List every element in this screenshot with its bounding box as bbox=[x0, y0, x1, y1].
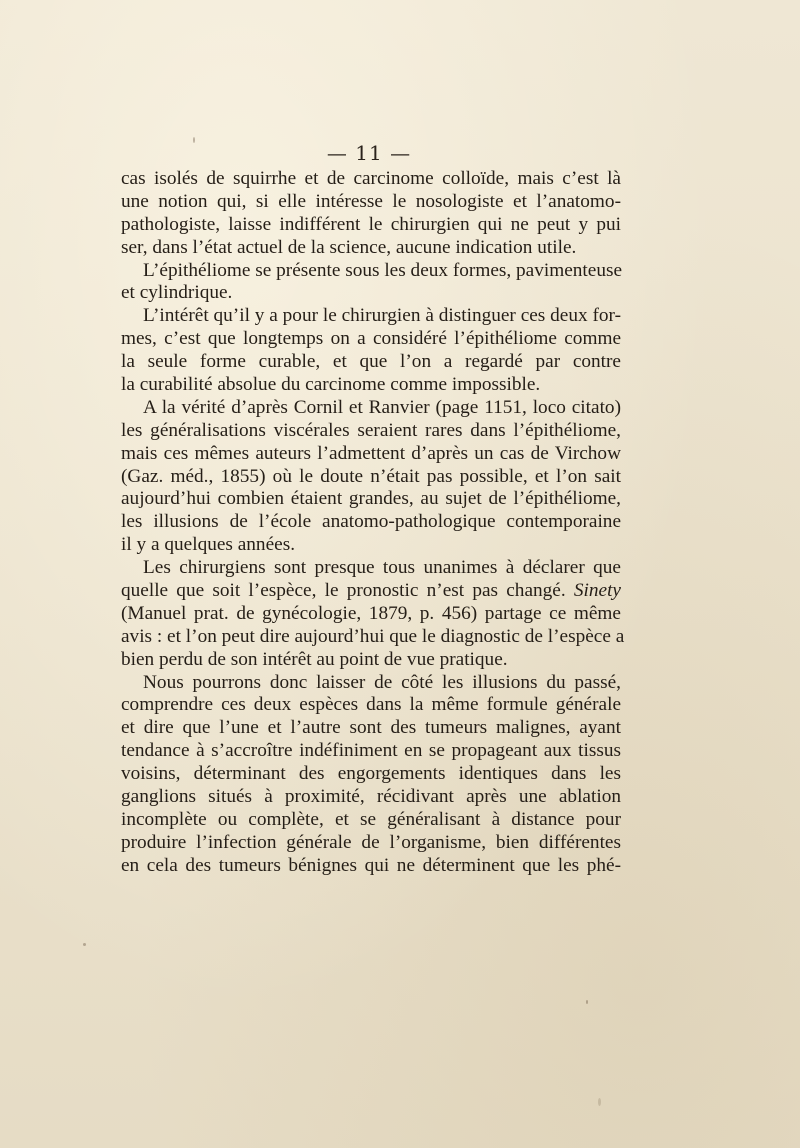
paper-speck bbox=[193, 137, 195, 143]
text-line: (Gaz. méd., 1855) où le doute n’était pas possible, et l’on sait bbox=[121, 465, 621, 487]
text-line: une notion qui, si elle intéresse le nosologiste et l’anatomo- bbox=[121, 190, 621, 212]
text-line: voisins, déterminant des engorgements identiques dans les bbox=[121, 763, 621, 785]
paragraph-start: L’épithéliome se présente sous les deux formes, pavimenteuse bbox=[143, 259, 623, 281]
text-line: mais ces mêmes auteurs l’admettent d’après un cas de Virchow bbox=[121, 442, 621, 464]
text-line-part: quelle que soit l’espèce, le pronostic n’est pas changé. bbox=[121, 580, 566, 602]
paper-speck bbox=[586, 1000, 588, 1004]
text-line: bien perdu de son intérêt au point de vue pratique. bbox=[121, 648, 508, 670]
body-text bbox=[121, 168, 625, 878]
paper-speck bbox=[83, 943, 86, 946]
text-line: ganglions situés à proximité, récidivant après une ablation bbox=[121, 786, 621, 808]
text-line: la seule forme curable, et que l’on a regardé par contre bbox=[121, 351, 621, 373]
author-name: Sinety bbox=[573, 580, 621, 602]
text-line: tendance à s’accroître indéfiniment en se propageant aux tissus bbox=[121, 740, 621, 762]
text-line: mes, c’est que longtemps on a considéré l’épithéliome comme bbox=[121, 328, 621, 350]
text-line: les illusions de l’école anatomo-pathologique contemporaine bbox=[121, 511, 621, 533]
paragraph-start: Les chirurgiens sont presque tous unanimes à déclarer que bbox=[143, 557, 621, 579]
text-line: ser, dans l’état actuel de la science, aucune indication utile. bbox=[121, 236, 577, 258]
text-line: avis : et l’on peut dire aujourd’hui que le diagnostic de l’espèce a bbox=[121, 625, 625, 647]
text-line: il y a quelques années. bbox=[121, 534, 296, 556]
text-line: la curabilité absolue du carcinome comme impossible. bbox=[121, 374, 541, 396]
text-line: aujourd’hui combien étaient grandes, au sujet de l’épithéliome, bbox=[121, 488, 621, 510]
text-line: (Manuel prat. de gynécologie, 1879, p. 456) partage ce même bbox=[121, 602, 621, 624]
paragraph-start: Nous pourrons donc laisser de côté les illusions du passé, bbox=[143, 671, 621, 693]
text-line: comprendre ces deux espèces dans la même formule générale bbox=[121, 694, 621, 716]
text-line: produire l’infection générale de l’organisme, bien différentes bbox=[121, 831, 621, 853]
paragraph-start: L’intérêt qu’il y a pour le chirurgien à distinguer ces deux for- bbox=[143, 305, 621, 327]
paragraph-start: A la vérité d’après Cornil et Ranvier (page 1151, loco citato) bbox=[143, 396, 621, 418]
text-line: et dire que l’une et l’autre sont des tumeurs malignes, ayant bbox=[121, 717, 621, 739]
text-line: en cela des tumeurs bénignes qui ne déterminent que les phé- bbox=[121, 854, 621, 876]
text-line: incomplète ou complète, et se généralisant à distance pour bbox=[121, 808, 621, 830]
text-line: les généralisations viscérales seraient rares dans l’épithéliome, bbox=[121, 419, 621, 441]
text-line: cas isolés de squirrhe et de carcinome colloïde, mais c’est là bbox=[121, 168, 621, 189]
text-line: et cylindrique. bbox=[121, 282, 233, 304]
text-line: pathologiste, laisse indifférent le chirurgien qui ne peut y pui bbox=[121, 213, 621, 235]
text-line bbox=[121, 580, 621, 603]
paper-speck bbox=[598, 1098, 601, 1106]
page-number: — 11 — bbox=[326, 141, 412, 165]
